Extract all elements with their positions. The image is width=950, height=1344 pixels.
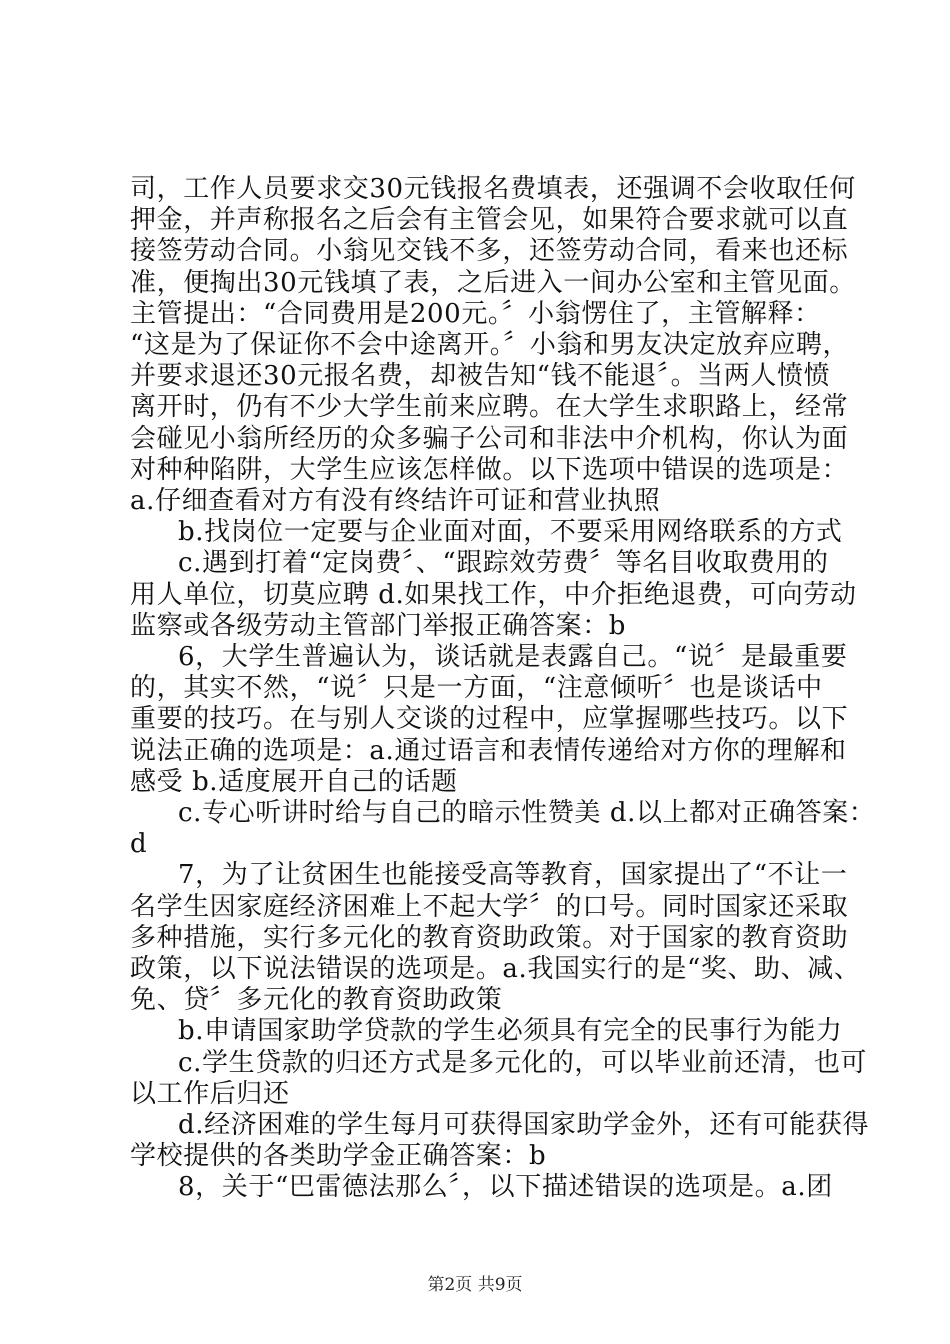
text-line: 免、贷〞多元化的教育资助政策 bbox=[130, 985, 503, 1015]
answer-line: d bbox=[130, 829, 148, 859]
option-line: c.遇到打着“定岗费〞、“跟踪效劳费〞等名目收取费用的 bbox=[178, 548, 829, 578]
text-line: 用人单位，切莫应聘 d.如果找工作，中介拒绝退费，可向劳动 bbox=[130, 580, 857, 610]
option-line: c.学生贷款的归还方式是多元化的，可以毕业前还清，也可 bbox=[178, 1048, 868, 1078]
text-line: “这是为了保证你不会中途离开。〞小翁和男友决定放弃应聘， bbox=[130, 330, 850, 360]
text-line: 并要求退还30元报名费，却被告知“钱不能退〞。当两人愤愤 bbox=[130, 361, 831, 391]
text-line: 押金，并声称报名之后会有主管会见，如果符合要求就可以直 bbox=[130, 205, 849, 235]
option-line: a.仔细查看对方有没有终结许可证和营业执照 bbox=[130, 486, 661, 516]
page-number-footer: 第2页 共9页 bbox=[427, 1275, 523, 1295]
text-line: 多种措施，实行多元化的教育资助政策。对于国家的教育资助 bbox=[130, 923, 849, 953]
text-line: 感受 b.适度展开自己的话题 bbox=[130, 767, 458, 797]
text-line: 的，其实不然，“说〞只是一方面，“注意倾听〞也是谈话中 bbox=[130, 673, 823, 703]
text-line: 说法正确的选项是：a.通过语言和表情传递给对方你的理解和 bbox=[130, 736, 847, 766]
question-line: 8，关于“巴雷德法那么〞，以下描述错误的选项是。a.团 bbox=[178, 1172, 833, 1202]
option-line: d.经济困难的学生每月可获得国家助学金外，还有可能获得 bbox=[178, 1110, 870, 1140]
answer-line: 学校提供的各类助学金正确答案：b bbox=[130, 1141, 547, 1171]
option-line: b.找岗位一定要与企业面对面，不要采用网络联系的方式 bbox=[178, 517, 843, 547]
text-line: 会碰见小翁所经历的众多骗子公司和非法中介机构，你认为面 bbox=[130, 424, 849, 454]
option-line: c.专心听讲时给与自己的暗示性赞美 d.以上都对正确答案： bbox=[178, 798, 876, 828]
text-line: 接签劳动合同。小翁见交钱不多，还签劳动合同，看来也还标 bbox=[130, 236, 849, 266]
text-line: 以工作后归还 bbox=[130, 1079, 290, 1109]
text-line: 政策，以下说法错误的选项是。a.我国实行的是“奖、助、减、 bbox=[130, 954, 861, 984]
option-line: b.申请国家助学贷款的学生必须具有完全的民事行为能力 bbox=[178, 1016, 843, 1046]
text-line: 主管提出：“合同费用是200元。〞小翁愣住了，主管解释： bbox=[130, 299, 821, 329]
text-line: 名学生因家庭经济困难上不起大学〞的口号。同时国家还采取 bbox=[130, 892, 849, 922]
text-line: 司，工作人员要求交30元钱报名费填表，还强调不会收取任何 bbox=[130, 174, 856, 204]
question-line: 6，大学生普遍认为，谈话就是表露自己。“说〞是最重要 bbox=[178, 642, 848, 672]
text-line: 重要的技巧。在与别人交谈的过程中，应掌握哪些技巧。以下 bbox=[130, 704, 849, 734]
text-line: 准，便掏出30元钱填了表，之后进入一间办公室和主管见面。 bbox=[130, 268, 856, 298]
answer-line: 监察或各级劳动主管部门举报正确答案：b bbox=[130, 611, 627, 641]
text-line: 离开时，仍有不少大学生前来应聘。在大学生求职路上，经常 bbox=[130, 392, 849, 422]
question-line: 7，为了让贫困生也能接受高等教育，国家提出了“不让一 bbox=[178, 860, 848, 890]
text-line: 对种种陷阱，大学生应该怎样做。以下选项中错误的选项是： bbox=[130, 455, 849, 485]
